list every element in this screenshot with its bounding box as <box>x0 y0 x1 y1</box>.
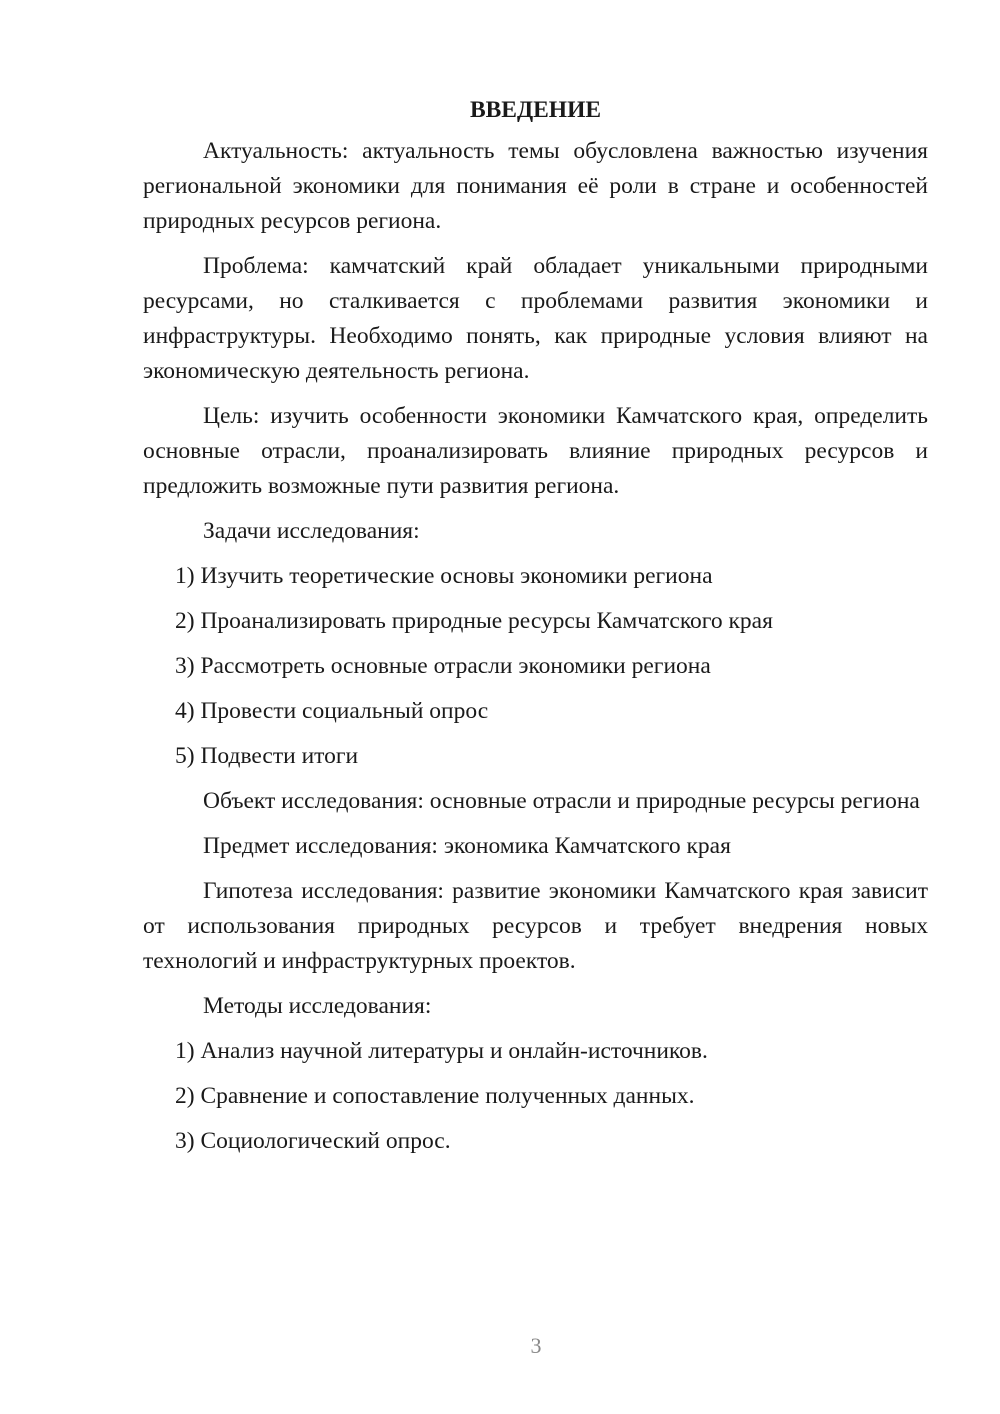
page-number: 3 <box>530 1333 542 1358</box>
tasks-list <box>143 559 928 774</box>
list-item: 2) Проанализировать природные ресурсы Камчатского края <box>175 608 773 634</box>
page-title: ВВЕДЕНИЕ <box>469 97 602 123</box>
methods-list <box>143 1034 928 1159</box>
page-content <box>143 94 928 1169</box>
subject-paragraph: Предмет исследования: экономика Камчатского края <box>203 833 731 859</box>
goal-paragraph: Цель: изучить особенности экономики Камчатского края, определить основные отрасли, проанализировать влияние природных ресурсов и предложить возможные пути развития региона. <box>143 403 928 499</box>
relevance-paragraph: Актуальность: актуальность темы обусловлена важностью изучения региональной экономики для понимания её роли в стране и особенностей природных ресурсов региона. <box>143 138 928 234</box>
tasks-label: Задачи исследования: <box>203 518 420 544</box>
list-item: 5) Подвести итоги <box>175 743 359 769</box>
object-paragraph: Объект исследования: основные отрасли и природные ресурсы региона <box>203 788 920 814</box>
list-item: 4) Провести социальный опрос <box>175 698 489 724</box>
problem-paragraph: Проблема: камчатский край обладает уникальными природными ресурсами, но сталкивается с проблемами развития экономики и инфраструктуры. Необходимо понять, как природные условия влияют на экономическую деятельность региона. <box>143 253 928 384</box>
list-item: 1) Изучить теоретические основы экономики региона <box>175 563 713 589</box>
list-item: 3) Социологический опрос. <box>175 1128 451 1154</box>
list-item: 2) Сравнение и сопоставление полученных данных. <box>175 1083 695 1109</box>
list-item: 3) Рассмотреть основные отрасли экономики региона <box>175 653 711 679</box>
hypothesis-paragraph: Гипотеза исследования: развитие экономики Камчатского края зависит от использования природных ресурсов и требует внедрения новых технологий и инфраструктурных проектов. <box>143 878 928 974</box>
list-item: 1) Анализ научной литературы и онлайн-источников. <box>175 1038 708 1064</box>
methods-label: Методы исследования: <box>203 993 432 1019</box>
